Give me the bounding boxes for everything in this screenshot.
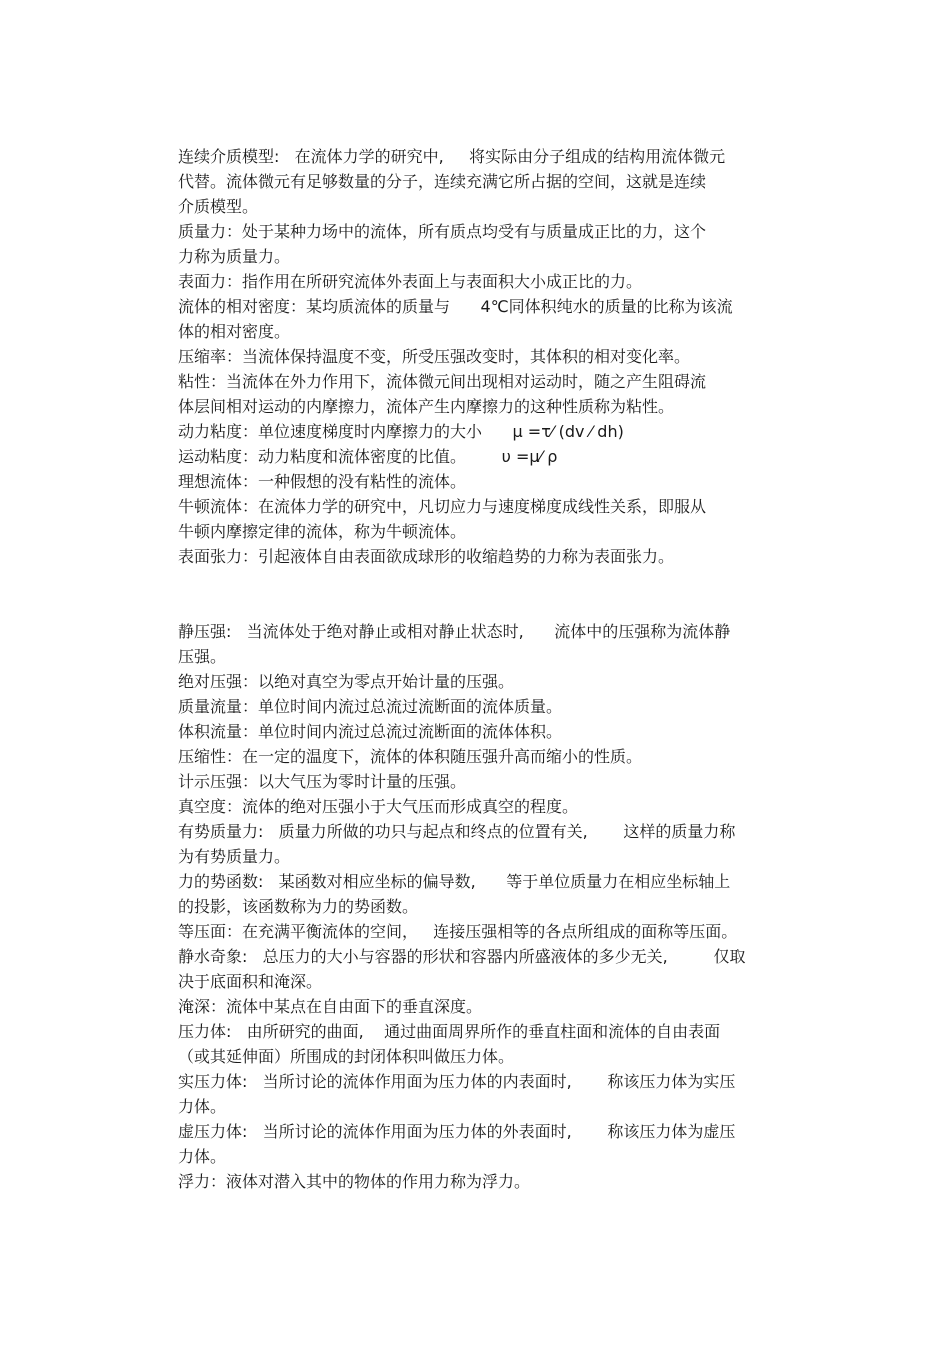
text-line: 粘性：当流体在外力作用下，流体微元间出现相对运动时，随之产生阻碍流 [178,372,707,391]
section-fluid-statics [178,619,818,1194]
text-line: 体积流量：单位时间内流过总流过流断面的流体体积。 [178,722,563,741]
text-line-kinematic-viscosity: 运动粘度：动力粘度和流体密度的比值。 υ =μ⁄ ρ [178,447,558,466]
text-line: 连续介质模型: 在流体力学的研究中, 将实际由分子组成的结构用流体微元 [178,147,726,166]
text-line: 力称为质量力。 [178,247,291,266]
text-line: 体层间相对运动的内摩擦力，流体产生内摩擦力的这种性质称为粘性。 [178,397,675,416]
text-line: 力体。 [178,1147,227,1166]
text-line: （或其延伸面）所围成的封闭体积叫做压力体。 [178,1047,515,1066]
text-line: 介质模型。 [178,197,259,216]
text-line: 的投影，该函数称为力的势函数。 [178,897,419,916]
text-line: 压力体: 由所研究的曲面, 通过曲面周界所作的垂直柱面和流体的自由表面 [178,1022,721,1041]
text-line: 压强。 [178,647,227,666]
text-line: 浮力：液体对潜入其中的物体的作用力称为浮力。 [178,1172,531,1191]
text-line: 淹深：流体中某点在自由面下的垂直深度。 [178,997,483,1016]
text-line: 质量力：处于某种力场中的流体，所有质点均受有与质量成正比的力，这个 [178,222,707,241]
text-line-dynamic-viscosity: 动力粘度：单位速度梯度时内摩擦力的大小 μ =τ⁄ (dv ⁄ dh) [178,422,624,441]
text-line: 为有势质量力。 [178,847,291,866]
text-line: 真空度：流体的绝对压强小于大气压而形成真空的程度。 [178,797,579,816]
text-line: 压缩性：在一定的温度下，流体的体积随压强升高而缩小的性质。 [178,747,643,766]
text-line: 代替。流体微元有足够数量的分子，连续充满它所占据的空间，这就是连续 [178,172,707,191]
text-line: 表面张力：引起液体自由表面欲成球形的收缩趋势的力称为表面张力。 [178,547,675,566]
text-line: 表面力：指作用在所研究流体外表面上与表面积大小成正比的力。 [178,272,643,291]
text-line: 计示压强：以大气压为零时计量的压强。 [178,772,467,791]
text-line: 体的相对密度。 [178,322,291,341]
text-line: 力的势函数: 某函数对相应坐标的偏导数, 等于单位质量力在相应坐标轴上 [178,872,731,891]
text-line: 静压强: 当流体处于绝对静止或相对静止状态时, 流体中的压强称为流体静 [178,622,731,641]
text-line: 实压力体: 当所讨论的流体作用面为压力体的内表面时, 称该压力体为实压 [178,1072,736,1091]
text-line: 理想流体：一种假想的没有粘性的流体。 [178,472,467,491]
text-line: 决于底面积和淹深。 [178,972,323,991]
text-line: 有势质量力: 质量力所做的功只与起点和终点的位置有关, 这样的质量力称 [178,822,736,841]
text-line: 压缩率：当流体保持温度不变，所受压强改变时，其体积的相对变化率。 [178,347,691,366]
text-line: 力体。 [178,1097,227,1116]
text-line: 绝对压强：以绝对真空为零点开始计量的压强。 [178,672,515,691]
text-line: 牛顿流体：在流体力学的研究中，凡切应力与速度梯度成线性关系，即服从 [178,497,707,516]
text-line: 静水奇象: 总压力的大小与容器的形状和容器内所盛液体的多少无关, 仅取 [178,947,746,966]
text-line: 牛顿内摩擦定律的流体，称为牛顿流体。 [178,522,467,541]
text-line: 等压面：在充满平衡流体的空间， 连接压强相等的各点所组成的面称等压面。 [178,922,738,941]
text-line: 虚压力体: 当所讨论的流体作用面为压力体的外表面时, 称该压力体为虚压 [178,1122,736,1141]
text-line: 流体的相对密度：某均质流体的质量与 4℃同体积纯水的质量的比称为该流 [178,297,733,316]
text-line: 质量流量：单位时间内流过总流过流断面的流体质量。 [178,697,563,716]
section-fluid-properties [178,144,818,569]
